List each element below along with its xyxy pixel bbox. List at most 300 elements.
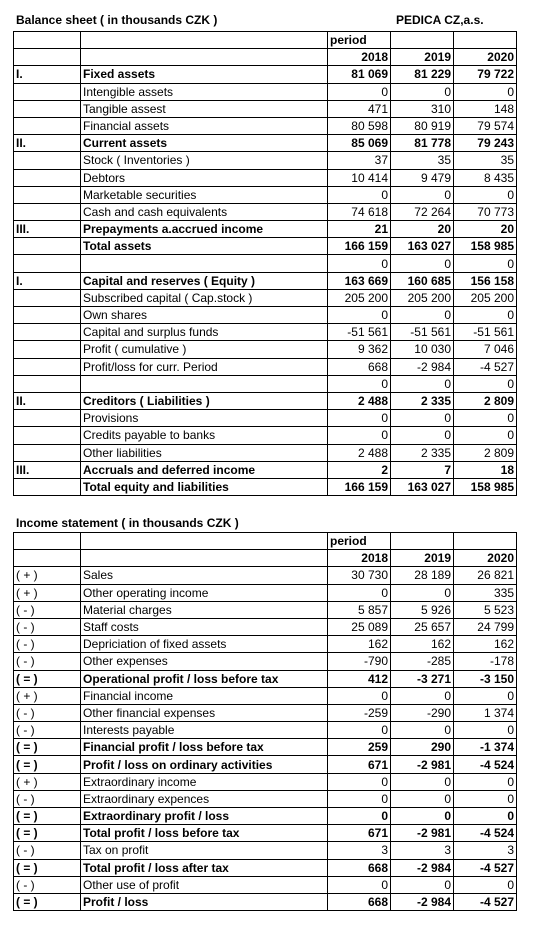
value-2019: 0 (391, 687, 454, 704)
value-2019: 0 (391, 773, 454, 790)
row-number: I. (14, 66, 81, 83)
value-2019: -2 981 (391, 825, 454, 842)
value-2018: 25 089 (328, 618, 391, 635)
row-label: Prepayments a.accrued income (81, 221, 328, 238)
value-2020: 0 (454, 876, 517, 893)
row-label: Subscribed capital ( Cap.stock ) (81, 289, 328, 306)
row-number (14, 410, 81, 427)
row-number (14, 341, 81, 358)
income-row (14, 825, 517, 842)
period-label: period (328, 533, 391, 550)
value-2020: 0 (454, 427, 517, 444)
income-row (14, 756, 517, 773)
header-blank-cell (14, 32, 81, 49)
balance-row (14, 117, 517, 134)
balance-row (14, 478, 517, 495)
value-2020: 156 158 (454, 272, 517, 289)
balance-row (14, 169, 517, 186)
value-2020: 158 985 (454, 478, 517, 495)
row-number: ( + ) (14, 687, 81, 704)
value-2019: 0 (391, 427, 454, 444)
row-label: Staff costs (81, 618, 328, 635)
balance-period-row (14, 32, 517, 49)
value-2020: 162 (454, 636, 517, 653)
income-statement-body (14, 533, 517, 911)
value-2018: 2 488 (328, 392, 391, 409)
value-2018: -259 (328, 704, 391, 721)
row-number: ( - ) (14, 601, 81, 618)
year-header: 2020 (454, 49, 517, 66)
row-number: ( - ) (14, 704, 81, 721)
value-2020: 0 (454, 307, 517, 324)
value-2018: 0 (328, 876, 391, 893)
value-2019: 81 778 (391, 135, 454, 152)
header-blank-cell (81, 550, 328, 567)
income-row (14, 893, 517, 910)
income-row (14, 618, 517, 635)
balance-row (14, 289, 517, 306)
value-2019: 2 335 (391, 444, 454, 461)
row-label: Tangible assest (81, 100, 328, 117)
value-2020: -4 524 (454, 825, 517, 842)
value-2019: 163 027 (391, 478, 454, 495)
value-2020: 0 (454, 687, 517, 704)
year-header: 2020 (454, 550, 517, 567)
header-blank-cell (14, 550, 81, 567)
period-label: period (328, 32, 391, 49)
row-number: ( = ) (14, 893, 81, 910)
value-2020: 0 (454, 83, 517, 100)
row-label: Total equity and liabilities (81, 478, 328, 495)
header-blank-cell (14, 533, 81, 550)
income-row (14, 601, 517, 618)
balance-row (14, 152, 517, 169)
row-number (14, 238, 81, 255)
value-2020: 0 (454, 773, 517, 790)
value-2018: 37 (328, 152, 391, 169)
row-label: Extraordinary profit / loss (81, 808, 328, 825)
company-name: PEDICA CZ,a.s. (396, 13, 484, 27)
row-label: Sales (81, 567, 328, 584)
row-number (14, 186, 81, 203)
value-2018: 0 (328, 410, 391, 427)
value-2019: 9 479 (391, 169, 454, 186)
balance-year-row (14, 49, 517, 66)
row-number: ( + ) (14, 567, 81, 584)
value-2018: 2 (328, 461, 391, 478)
value-2019: 163 027 (391, 238, 454, 255)
balance-row (14, 66, 517, 83)
header-blank-cell (81, 49, 328, 66)
value-2020: 0 (454, 186, 517, 203)
value-2020: 70 773 (454, 203, 517, 220)
row-number (14, 358, 81, 375)
value-2020: 7 046 (454, 341, 517, 358)
value-2019: 5 926 (391, 601, 454, 618)
value-2019: 0 (391, 584, 454, 601)
row-number: III. (14, 221, 81, 238)
income-row (14, 773, 517, 790)
value-2020: 24 799 (454, 618, 517, 635)
value-2018: 74 618 (328, 203, 391, 220)
value-2020: -4 527 (454, 859, 517, 876)
value-2018: -790 (328, 653, 391, 670)
value-2019: 205 200 (391, 289, 454, 306)
row-label: Stock ( Inventories ) (81, 152, 328, 169)
value-2020: 335 (454, 584, 517, 601)
value-2018: 0 (328, 790, 391, 807)
income-statement-table (13, 532, 517, 911)
row-label: Financial profit / loss before tax (81, 739, 328, 756)
row-label: Material charges (81, 601, 328, 618)
balance-sheet-body (14, 32, 517, 496)
row-number (14, 169, 81, 186)
header-blank-cell (14, 49, 81, 66)
value-2018: 259 (328, 739, 391, 756)
row-label: Other use of profit (81, 876, 328, 893)
row-number: ( - ) (14, 636, 81, 653)
value-2019: 0 (391, 255, 454, 272)
income-period-row (14, 533, 517, 550)
row-number: III. (14, 461, 81, 478)
balance-row (14, 375, 517, 392)
value-2018: 0 (328, 307, 391, 324)
value-2018: 10 414 (328, 169, 391, 186)
year-header: 2019 (391, 49, 454, 66)
value-2020: 148 (454, 100, 517, 117)
value-2020: 0 (454, 790, 517, 807)
row-number (14, 117, 81, 134)
value-2020: 26 821 (454, 567, 517, 584)
income-row (14, 876, 517, 893)
row-label: Financial assets (81, 117, 328, 134)
value-2019: 0 (391, 410, 454, 427)
row-label: Tax on profit (81, 842, 328, 859)
row-number: ( = ) (14, 859, 81, 876)
header-blank-cell (391, 533, 454, 550)
income-row (14, 722, 517, 739)
value-2018: 5 857 (328, 601, 391, 618)
header-blank-cell (454, 533, 517, 550)
row-number: ( - ) (14, 876, 81, 893)
value-2019: 160 685 (391, 272, 454, 289)
row-number: ( - ) (14, 790, 81, 807)
value-2020: 79 574 (454, 117, 517, 134)
row-label: Marketable securities (81, 186, 328, 203)
value-2018: -51 561 (328, 324, 391, 341)
value-2018: 668 (328, 859, 391, 876)
balance-row (14, 461, 517, 478)
balance-row (14, 444, 517, 461)
row-number (14, 478, 81, 495)
value-2020: -178 (454, 653, 517, 670)
balance-row (14, 203, 517, 220)
row-label: Provisions (81, 410, 328, 427)
value-2020: 1 374 (454, 704, 517, 721)
row-number (14, 444, 81, 461)
row-label (81, 375, 328, 392)
balance-row (14, 324, 517, 341)
value-2020: 8 435 (454, 169, 517, 186)
value-2020: 2 809 (454, 444, 517, 461)
row-number (14, 307, 81, 324)
row-number (14, 152, 81, 169)
balance-row (14, 358, 517, 375)
row-number (14, 375, 81, 392)
row-label: Depriciation of fixed assets (81, 636, 328, 653)
value-2019: 35 (391, 152, 454, 169)
value-2019: 0 (391, 307, 454, 324)
income-statement-title: Income statement ( in thousands CZK ) (16, 516, 239, 530)
income-row (14, 670, 517, 687)
row-label: Intengible assets (81, 83, 328, 100)
balance-row (14, 83, 517, 100)
value-2019: 0 (391, 790, 454, 807)
value-2020: 0 (454, 722, 517, 739)
income-row (14, 808, 517, 825)
value-2019: -2 981 (391, 756, 454, 773)
value-2018: 668 (328, 358, 391, 375)
header-blank-cell (454, 32, 517, 49)
balance-row (14, 272, 517, 289)
value-2019: 80 919 (391, 117, 454, 134)
year-header: 2019 (391, 550, 454, 567)
value-2019: 0 (391, 808, 454, 825)
row-label: Interests payable (81, 722, 328, 739)
row-label: Other liabilities (81, 444, 328, 461)
value-2020: 2 809 (454, 392, 517, 409)
row-number: ( - ) (14, 653, 81, 670)
value-2018: 162 (328, 636, 391, 653)
value-2020: -1 374 (454, 739, 517, 756)
header-blank-cell (81, 533, 328, 550)
value-2018: 668 (328, 893, 391, 910)
value-2019: 310 (391, 100, 454, 117)
row-label: Creditors ( Liabilities ) (81, 392, 328, 409)
balance-row (14, 255, 517, 272)
value-2018: 671 (328, 756, 391, 773)
row-label: Fixed assets (81, 66, 328, 83)
value-2020: 158 985 (454, 238, 517, 255)
income-row (14, 704, 517, 721)
income-row (14, 584, 517, 601)
value-2020: 18 (454, 461, 517, 478)
value-2018: 0 (328, 722, 391, 739)
row-label: Other expenses (81, 653, 328, 670)
income-row (14, 842, 517, 859)
row-label: Profit ( cumulative ) (81, 341, 328, 358)
row-number: II. (14, 135, 81, 152)
value-2019: 10 030 (391, 341, 454, 358)
income-row (14, 636, 517, 653)
value-2019: -3 271 (391, 670, 454, 687)
balance-row (14, 135, 517, 152)
row-label: Total assets (81, 238, 328, 255)
value-2018: 21 (328, 221, 391, 238)
value-2020: -51 561 (454, 324, 517, 341)
value-2018: 9 362 (328, 341, 391, 358)
row-label: Capital and reserves ( Equity ) (81, 272, 328, 289)
balance-row (14, 392, 517, 409)
value-2020: 35 (454, 152, 517, 169)
row-number (14, 100, 81, 117)
value-2018: 85 069 (328, 135, 391, 152)
row-number: ( = ) (14, 670, 81, 687)
row-label: Total profit / loss before tax (81, 825, 328, 842)
row-number (14, 289, 81, 306)
row-label: Financial income (81, 687, 328, 704)
value-2018: 2 488 (328, 444, 391, 461)
value-2018: 0 (328, 584, 391, 601)
value-2019: -285 (391, 653, 454, 670)
header-blank-cell (391, 32, 454, 49)
row-number: ( - ) (14, 842, 81, 859)
row-number: ( = ) (14, 808, 81, 825)
value-2020: 0 (454, 375, 517, 392)
value-2019: -2 984 (391, 358, 454, 375)
value-2018: 0 (328, 186, 391, 203)
income-row (14, 687, 517, 704)
value-2020: 0 (454, 808, 517, 825)
value-2020: -4 527 (454, 893, 517, 910)
value-2020: -4 527 (454, 358, 517, 375)
row-label: Other financial expenses (81, 704, 328, 721)
balance-sheet-table (13, 31, 517, 496)
value-2018: 166 159 (328, 238, 391, 255)
row-label: Total profit / loss after tax (81, 859, 328, 876)
value-2019: 0 (391, 83, 454, 100)
year-header: 2018 (328, 49, 391, 66)
value-2019: 162 (391, 636, 454, 653)
value-2019: 3 (391, 842, 454, 859)
balance-row (14, 100, 517, 117)
value-2020: -4 524 (454, 756, 517, 773)
value-2020: 0 (454, 255, 517, 272)
row-number: ( = ) (14, 739, 81, 756)
row-number (14, 255, 81, 272)
income-row (14, 567, 517, 584)
value-2018: 412 (328, 670, 391, 687)
income-row (14, 739, 517, 756)
value-2019: 0 (391, 186, 454, 203)
value-2019: 7 (391, 461, 454, 478)
value-2018: 0 (328, 375, 391, 392)
row-label: Profit / loss (81, 893, 328, 910)
row-label (81, 255, 328, 272)
value-2019: 81 229 (391, 66, 454, 83)
row-label: Operational profit / loss before tax (81, 670, 328, 687)
value-2019: 25 657 (391, 618, 454, 635)
value-2018: 80 598 (328, 117, 391, 134)
row-label: Credits payable to banks (81, 427, 328, 444)
value-2019: 0 (391, 722, 454, 739)
value-2020: 79 243 (454, 135, 517, 152)
value-2019: -290 (391, 704, 454, 721)
row-number: ( = ) (14, 825, 81, 842)
income-row (14, 653, 517, 670)
value-2019: 0 (391, 375, 454, 392)
value-2020: 20 (454, 221, 517, 238)
value-2019: -51 561 (391, 324, 454, 341)
value-2018: 0 (328, 687, 391, 704)
row-number (14, 427, 81, 444)
row-number (14, 324, 81, 341)
row-number: II. (14, 392, 81, 409)
balance-row (14, 427, 517, 444)
value-2020: 3 (454, 842, 517, 859)
value-2020: 5 523 (454, 601, 517, 618)
row-number: I. (14, 272, 81, 289)
row-label: Cash and cash equivalents (81, 203, 328, 220)
value-2020: 0 (454, 410, 517, 427)
balance-row (14, 186, 517, 203)
row-label: Profit/loss for curr. Period (81, 358, 328, 375)
balance-sheet-title: Balance sheet ( in thousands CZK ) (16, 13, 218, 27)
balance-row (14, 341, 517, 358)
value-2018: 163 669 (328, 272, 391, 289)
row-number: ( - ) (14, 618, 81, 635)
balance-row (14, 410, 517, 427)
value-2018: 0 (328, 808, 391, 825)
row-label: Accruals and deferred income (81, 461, 328, 478)
income-row (14, 790, 517, 807)
value-2018: 205 200 (328, 289, 391, 306)
row-label: Extraordinary income (81, 773, 328, 790)
row-number: ( - ) (14, 722, 81, 739)
value-2019: 72 264 (391, 203, 454, 220)
row-label: Own shares (81, 307, 328, 324)
value-2018: 0 (328, 427, 391, 444)
value-2019: -2 984 (391, 859, 454, 876)
value-2018: 30 730 (328, 567, 391, 584)
value-2018: 3 (328, 842, 391, 859)
value-2019: 290 (391, 739, 454, 756)
header-blank-cell (81, 32, 328, 49)
value-2020: 79 722 (454, 66, 517, 83)
value-2019: 20 (391, 221, 454, 238)
value-2018: 471 (328, 100, 391, 117)
row-number (14, 203, 81, 220)
row-label: Profit / loss on ordinary activities (81, 756, 328, 773)
value-2018: 0 (328, 83, 391, 100)
value-2018: 0 (328, 773, 391, 790)
row-number: ( + ) (14, 773, 81, 790)
row-label: Other operating income (81, 584, 328, 601)
row-label: Debtors (81, 169, 328, 186)
row-label: Capital and surplus funds (81, 324, 328, 341)
balance-row (14, 307, 517, 324)
value-2018: 81 069 (328, 66, 391, 83)
value-2019: 0 (391, 876, 454, 893)
value-2020: 205 200 (454, 289, 517, 306)
value-2019: 28 189 (391, 567, 454, 584)
balance-row (14, 221, 517, 238)
value-2018: 0 (328, 255, 391, 272)
value-2019: 2 335 (391, 392, 454, 409)
value-2019: -2 984 (391, 893, 454, 910)
income-year-row (14, 550, 517, 567)
row-number: ( + ) (14, 584, 81, 601)
value-2018: 671 (328, 825, 391, 842)
income-row (14, 859, 517, 876)
row-label: Current assets (81, 135, 328, 152)
value-2018: 166 159 (328, 478, 391, 495)
row-number (14, 83, 81, 100)
value-2020: -3 150 (454, 670, 517, 687)
year-header: 2018 (328, 550, 391, 567)
balance-row (14, 238, 517, 255)
row-label: Extraordinary expences (81, 790, 328, 807)
